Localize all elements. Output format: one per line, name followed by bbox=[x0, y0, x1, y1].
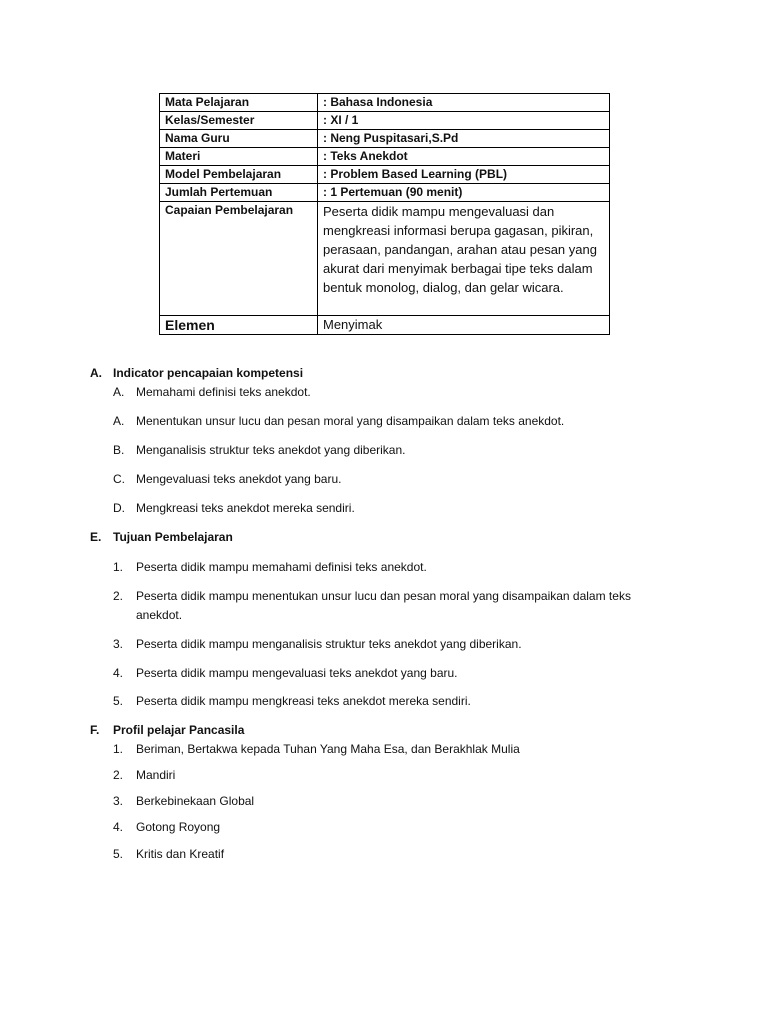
item-number: A. bbox=[113, 385, 125, 399]
table-row bbox=[160, 130, 610, 148]
item-text: Berkebinekaan Global bbox=[136, 794, 255, 808]
row-value: : Neng Puspitasari,S.Pd bbox=[318, 130, 610, 148]
row-label: Materi bbox=[160, 148, 318, 166]
lesson-info-table bbox=[159, 93, 610, 335]
section-heading bbox=[90, 723, 244, 737]
item-number: 4. bbox=[113, 820, 124, 834]
row-value: Menyimak bbox=[318, 316, 610, 335]
item-number: 1. bbox=[113, 742, 124, 756]
item-text: Menganalisis struktur teks anekdot yang diberikan. bbox=[136, 443, 406, 457]
section-title: Profil pelajar Pancasila bbox=[113, 723, 245, 737]
row-label: Jumlah Pertemuan bbox=[160, 184, 318, 202]
section-heading bbox=[90, 366, 303, 380]
table-row bbox=[160, 112, 610, 130]
item-text: Peserta didik mampu mengevaluasi teks anekdot yang baru. bbox=[136, 666, 458, 680]
list-item bbox=[113, 635, 673, 654]
row-value: : Teks Anekdot bbox=[318, 148, 610, 166]
item-text: Gotong Royong bbox=[136, 820, 221, 834]
list-item bbox=[113, 441, 673, 460]
row-label: Kelas/Semester bbox=[160, 112, 318, 130]
item-text: Peserta didik mampu mengkreasi teks anekdot mereka sendiri. bbox=[136, 694, 471, 708]
row-value: : Problem Based Learning (PBL) bbox=[318, 166, 610, 184]
table-row bbox=[160, 202, 610, 316]
item-number: 2. bbox=[113, 589, 124, 603]
item-text: Beriman, Bertakwa kepada Tuhan Yang Maha Esa, dan Berakhlak Mulia bbox=[136, 742, 520, 756]
section-heading bbox=[90, 530, 233, 544]
list-item bbox=[113, 818, 673, 837]
item-number: 5. bbox=[113, 694, 124, 708]
section-title: Tujuan Pembelajaran bbox=[113, 530, 233, 544]
row-label: Model Pembelajaran bbox=[160, 166, 318, 184]
list-item bbox=[113, 664, 673, 683]
list-item bbox=[113, 499, 673, 518]
item-text: Peserta didik mampu menganalisis struktur teks anekdot yang diberikan. bbox=[136, 637, 522, 651]
list-item bbox=[113, 692, 673, 711]
section-title: Indicator pencapaian kompetensi bbox=[113, 366, 304, 380]
row-value: : Bahasa Indonesia bbox=[318, 94, 610, 112]
table-row bbox=[160, 148, 610, 166]
item-text: Menentukan unsur lucu dan pesan moral yang disampaikan dalam teks anekdot. bbox=[136, 414, 565, 428]
list-item bbox=[113, 558, 673, 577]
table-row bbox=[160, 184, 610, 202]
list-item bbox=[113, 792, 673, 811]
list-item bbox=[113, 587, 673, 625]
item-number: 1. bbox=[113, 560, 124, 574]
item-text: Peserta didik mampu menentukan unsur lucu dan pesan moral yang disampaikan dalam teks anekdot. bbox=[136, 589, 631, 622]
list-item bbox=[113, 845, 673, 864]
item-number: 2. bbox=[113, 768, 124, 782]
item-number: C. bbox=[113, 472, 125, 486]
section-letter: A. bbox=[90, 366, 102, 380]
row-value: Peserta didik mampu mengevaluasi dan mengkreasi informasi berupa gagasan, pikiran, perasaan, pandangan, arahan atau pesan yang akurat dari menyimak berbagai tipe teks dalam bentuk monolog, dialog, dan gelar wicara. bbox=[318, 202, 610, 316]
row-value: : 1 Pertemuan (90 menit) bbox=[318, 184, 610, 202]
table-row bbox=[160, 316, 610, 335]
list-item bbox=[113, 766, 673, 785]
item-text: Memahami definisi teks anekdot. bbox=[136, 385, 311, 399]
item-number: A. bbox=[113, 414, 125, 428]
table-row bbox=[160, 166, 610, 184]
item-text: Mandiri bbox=[136, 768, 176, 782]
item-number: 5. bbox=[113, 847, 124, 861]
item-text: Mengkreasi teks anekdot mereka sendiri. bbox=[136, 501, 355, 515]
item-number: 3. bbox=[113, 637, 124, 651]
item-number: 4. bbox=[113, 666, 124, 680]
list-item bbox=[113, 383, 673, 402]
list-item bbox=[113, 740, 673, 759]
row-value: : XI / 1 bbox=[318, 112, 610, 130]
section-letter: E. bbox=[90, 530, 102, 544]
list-item bbox=[113, 412, 673, 431]
item-text: Peserta didik mampu memahami definisi teks anekdot. bbox=[136, 560, 427, 574]
item-number: D. bbox=[113, 501, 125, 515]
section-letter: F. bbox=[90, 723, 100, 737]
row-label: Capaian Pembelajaran bbox=[160, 202, 318, 316]
table-row bbox=[160, 94, 610, 112]
row-label: Nama Guru bbox=[160, 130, 318, 148]
item-text: Kritis dan Kreatif bbox=[136, 847, 225, 861]
list-item bbox=[113, 470, 673, 489]
item-number: 3. bbox=[113, 794, 124, 808]
item-number: B. bbox=[113, 443, 125, 457]
row-label: Elemen bbox=[160, 316, 318, 335]
row-label: Mata Pelajaran bbox=[160, 94, 318, 112]
item-text: Mengevaluasi teks anekdot yang baru. bbox=[136, 472, 342, 486]
